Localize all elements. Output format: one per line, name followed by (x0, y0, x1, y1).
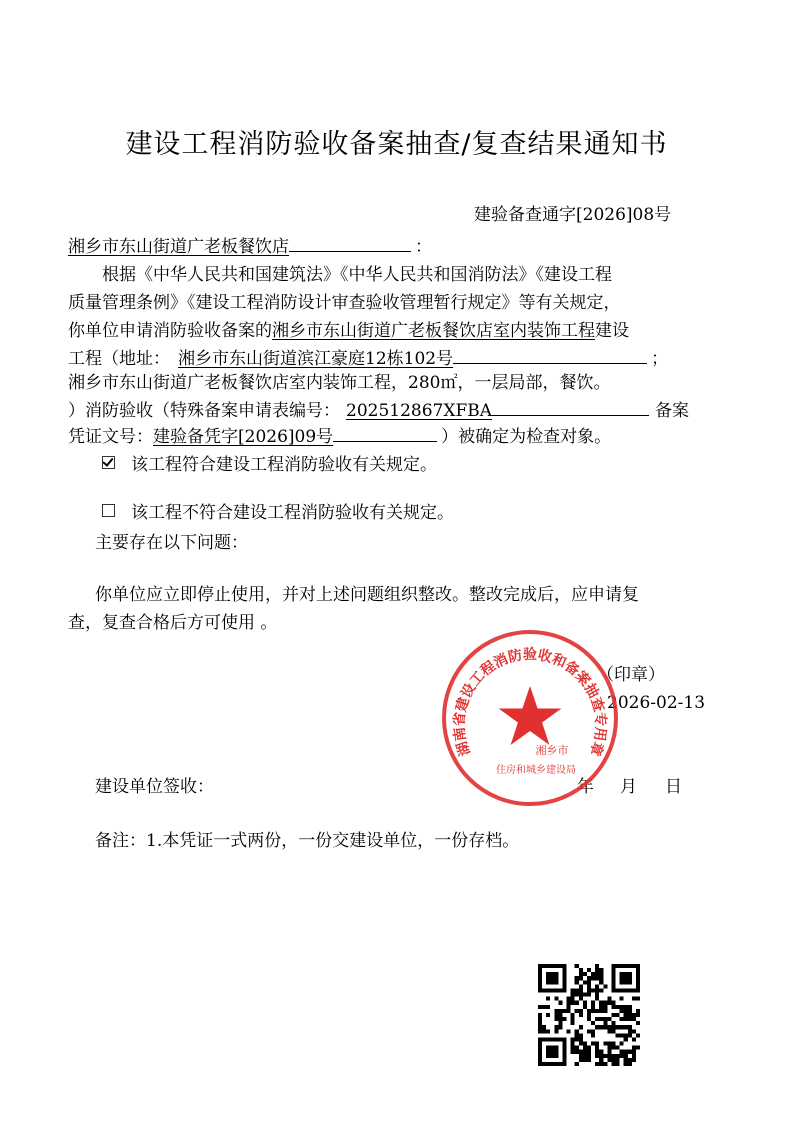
sign-year: 年 (577, 777, 594, 797)
option-noncompliant-label: 该工程不符合建设工程消防验收有关规定。 (131, 503, 454, 523)
recipient-line (68, 232, 432, 260)
application-number: 202512867XFBA (346, 401, 493, 421)
sign-month: 月 (620, 777, 637, 797)
body-line-1: 根据《中华人民共和国建筑法》《中华人民共和国消防法》《建设工程 (102, 265, 612, 285)
address-end: ； (651, 349, 669, 369)
note: 备注：1.本凭证一式两份，一份交建设单位，一份存档。 (95, 831, 520, 851)
rectify-line-1: 你单位应立即停止使用，并对上述问题组织整改。整改完成后，应申请复 (95, 585, 639, 605)
body-line-6 (68, 396, 689, 424)
document-title: 建设工程消防验收备案抽查/复查结果通知书 (125, 129, 668, 160)
address: 湘乡市东山街道滨江豪庭12栋102号 (178, 349, 454, 369)
sign-label: 建设单位签收： (95, 777, 214, 797)
recipient-name: 湘乡市东山街道广老板餐饮店 (68, 237, 289, 257)
document-number: 建验备查通字[2026]08号 (474, 205, 672, 225)
address-label: 工程（地址： (68, 349, 170, 369)
body-line-3 (68, 318, 629, 344)
seal-ring-text: 湖南省建设工程消防验收和备案抽查专用章 (451, 647, 609, 758)
body-line-2: 质量管理条例》《建设工程消防设计审查验收管理暂行规定》等有关规定， (68, 293, 621, 313)
option-compliant[interactable] (102, 452, 437, 478)
issue-date: 2026-02-13 (607, 693, 706, 713)
certificate-label: 凭证文号： (68, 427, 153, 447)
body-line-6-suffix: 备案 (655, 401, 690, 421)
seal-star-icon (499, 686, 562, 745)
official-seal (440, 628, 620, 808)
checkbox-unchecked-icon[interactable] (102, 504, 115, 517)
qr-code-icon (538, 964, 640, 1066)
checkbox-checked-icon[interactable] (102, 456, 115, 469)
body-line-7 (68, 422, 611, 450)
body-line-4 (68, 344, 668, 372)
body-line-3-prefix: 你单位申请消防验收备案的 (68, 321, 272, 341)
rectify-line-2: 查，复查合格后方可使用 。 (68, 613, 278, 633)
option-compliant-label: 该工程符合建设工程消防验收有关规定。 (131, 455, 437, 475)
seal-inner-line-2: 住房和城乡建设局 (496, 765, 576, 776)
problems-label: 主要存在以下问题： (95, 533, 248, 553)
body-line-3-suffix: 建设 (595, 321, 629, 341)
application-label: ）消防验收（特殊备案申请表编号： (68, 401, 340, 421)
project-name: 湘乡市东山街道广老板餐饮店室内装饰工程 (272, 321, 595, 341)
recipient-colon: ： (415, 237, 432, 257)
seal-inner-line-1: 湘乡市 (535, 744, 569, 757)
option-noncompliant[interactable] (102, 500, 454, 526)
body-line-7-suffix: ）被确定为检查对象。 (441, 427, 612, 447)
stamp-label: （印章） (597, 665, 665, 685)
sign-day: 日 (665, 777, 682, 797)
certificate-number: 建验备凭字[2026]09号 (153, 427, 334, 447)
body-line-5: 湘乡市东山街道广老板餐饮店室内装饰工程，280㎡，一层局部，餐饮。 (68, 373, 611, 393)
